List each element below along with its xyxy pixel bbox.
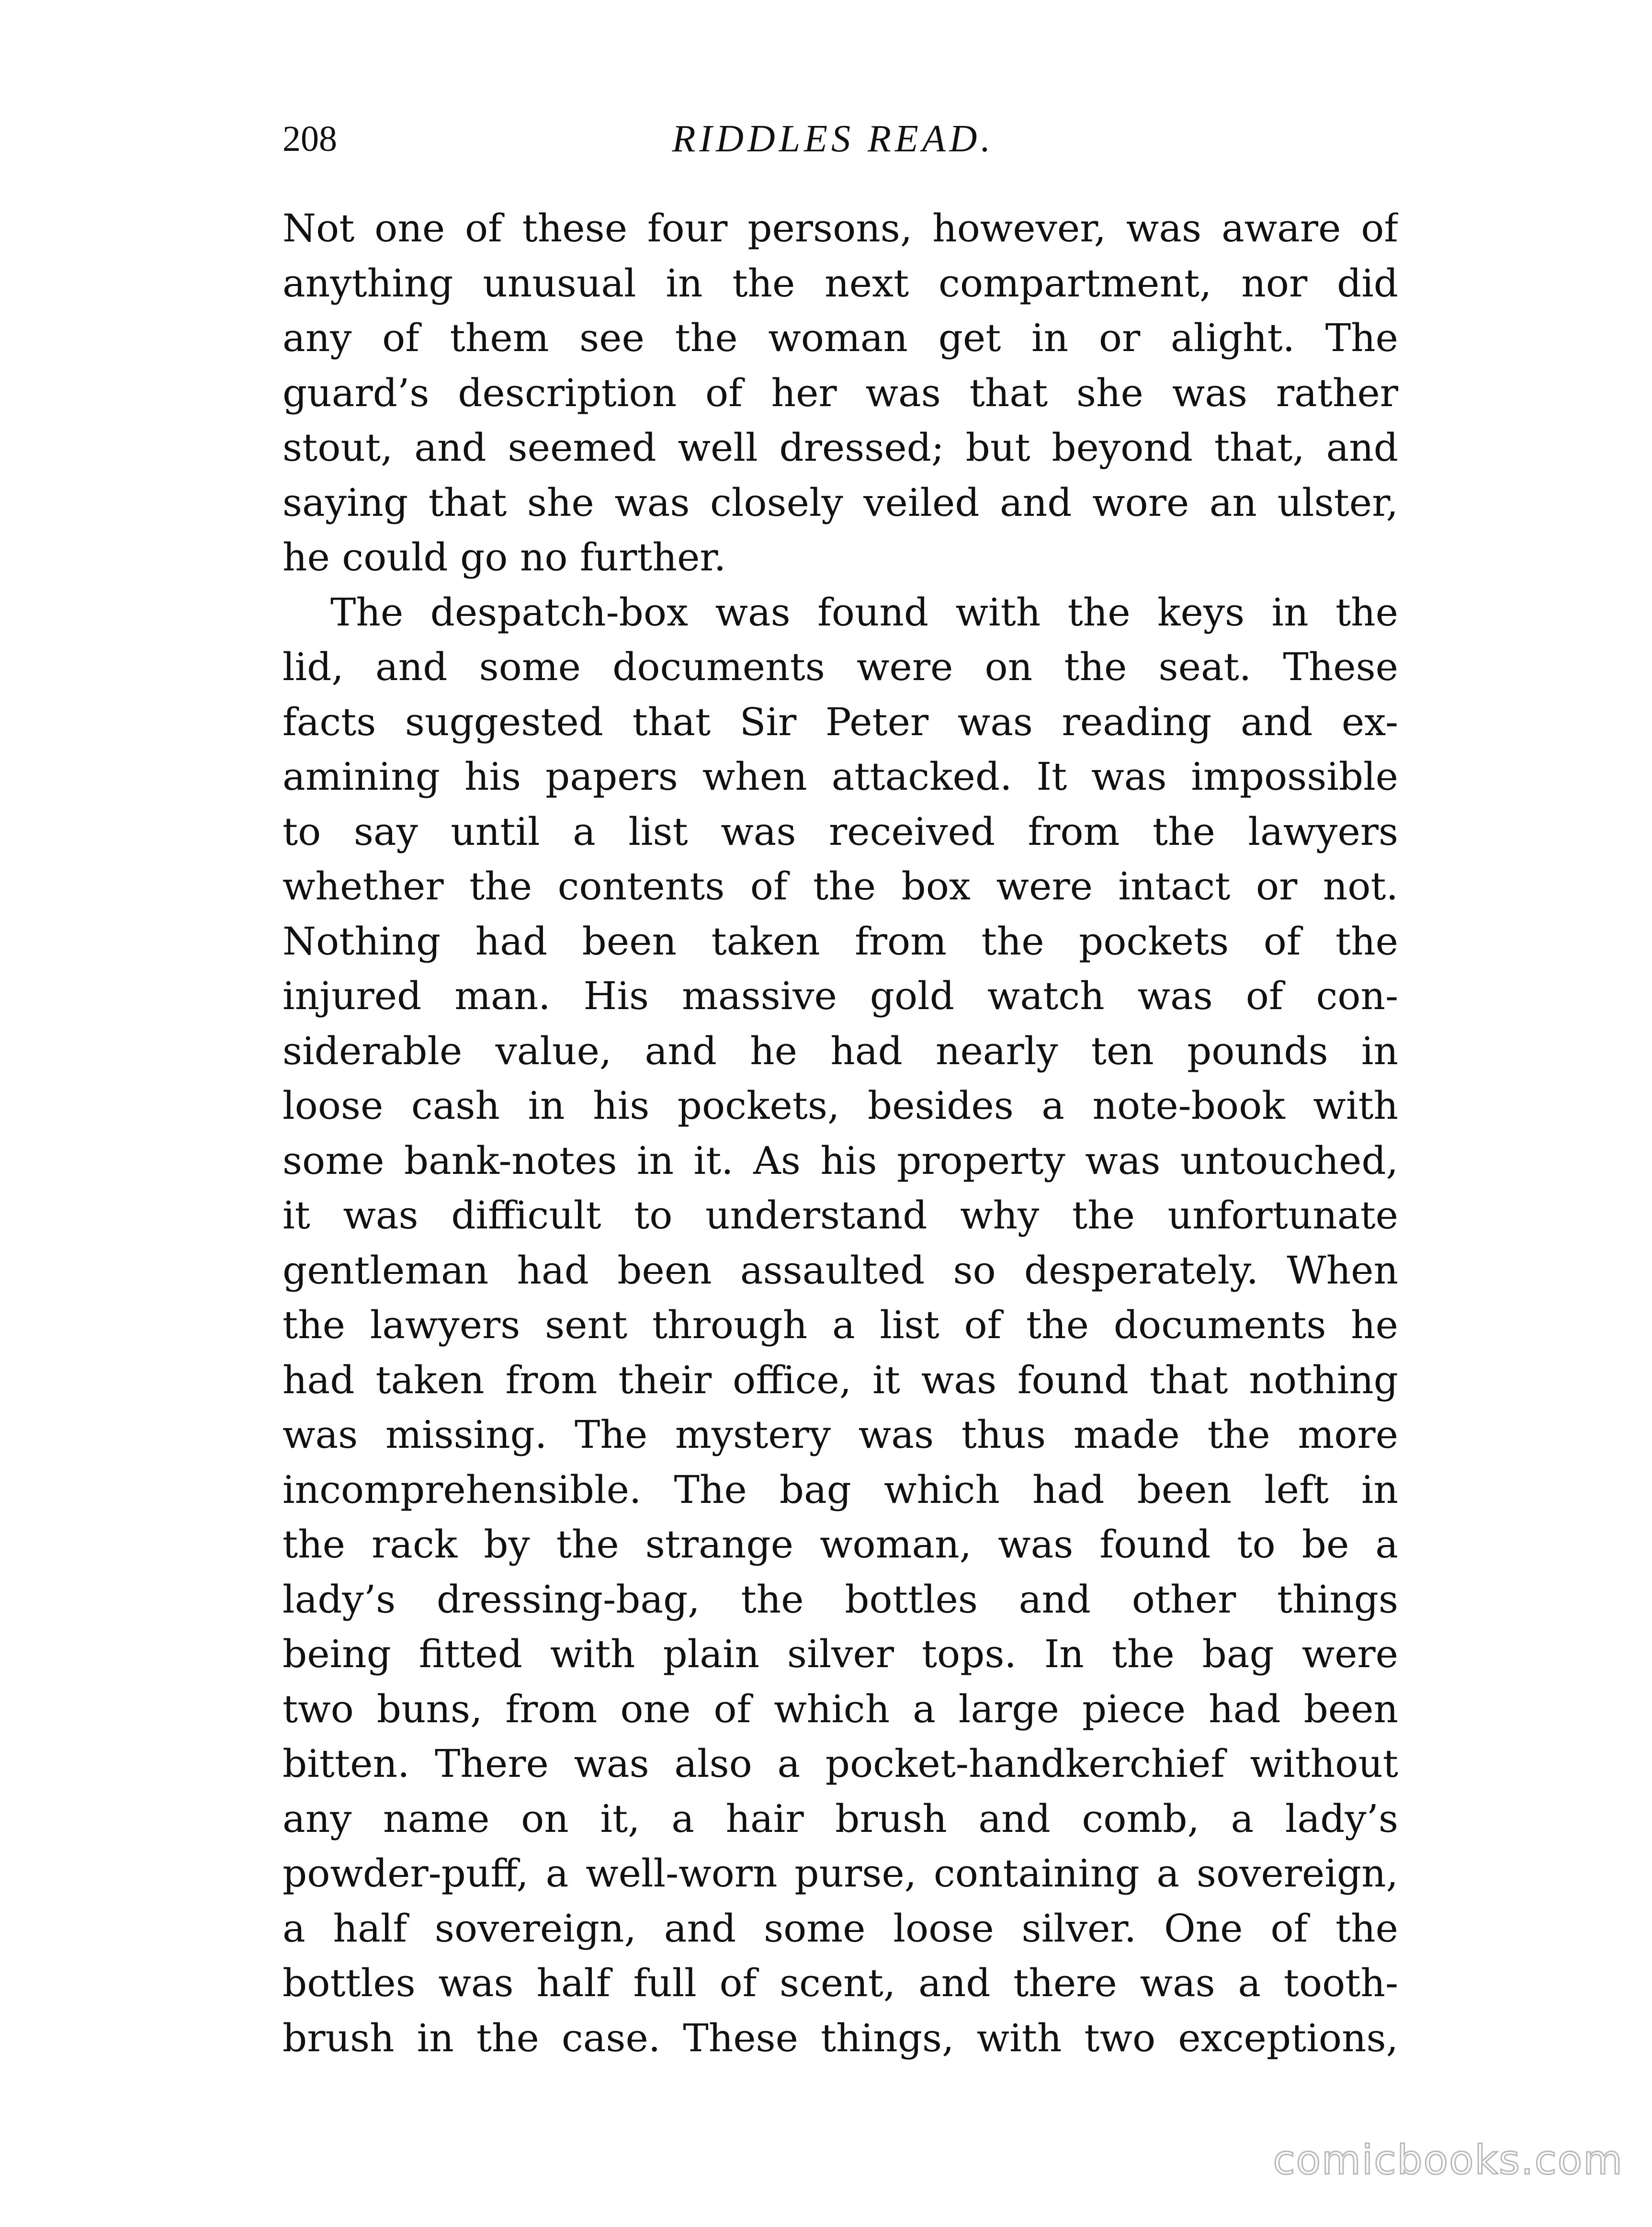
text-line: whether the contents of the box were intact or not. bbox=[283, 864, 1398, 909]
text-line: lady’s dressing-bag, the bottles and other things bbox=[283, 1577, 1398, 1622]
text-line: had taken from their office, it was found that nothing bbox=[283, 1357, 1398, 1402]
text-line: lid, and some documents were on the seat. These bbox=[283, 645, 1398, 689]
text-line: facts suggested that Sir Peter was reading and ex- bbox=[283, 699, 1398, 744]
text-line: any of them see the woman get in or alight. The bbox=[283, 316, 1398, 360]
text-line: anything unusual in the next compartment, nor did bbox=[283, 261, 1398, 306]
text-line: any name on it, a hair brush and comb, a lady’s bbox=[283, 1796, 1398, 1841]
text-line: the lawyers sent through a list of the documents he bbox=[283, 1303, 1398, 1347]
running-head bbox=[283, 115, 1384, 172]
text-line: saying that she was closely veiled and wore an ulster, bbox=[283, 480, 1398, 525]
text-line: Nothing had been taken from the pockets of the bbox=[283, 919, 1398, 964]
body-text bbox=[283, 201, 1398, 2066]
text-line: incomprehensible. The bag which had been left in bbox=[283, 1467, 1398, 1512]
text-line: two buns, from one of which a large piece had been bbox=[283, 1686, 1398, 1731]
text-line: a half sovereign, and some loose silver. One of the bbox=[283, 1906, 1398, 1951]
running-title: RIDDLES READ. bbox=[672, 118, 995, 160]
text-line: bottles was half full of scent, and there was a tooth- bbox=[283, 1961, 1398, 2005]
text-line: some bank-notes in it. As his property was untouched, bbox=[283, 1138, 1398, 1183]
text-line: powder-puff, a well-worn purse, containing a sovereign, bbox=[283, 1851, 1398, 1896]
text-line: guard’s description of her was that she was rather bbox=[283, 370, 1398, 415]
text-line: stout, and seemed well dressed; but beyond that, and bbox=[283, 425, 1398, 470]
watermark-text: comicbooks.com bbox=[1273, 2136, 1623, 2183]
page-number: 208 bbox=[283, 119, 337, 159]
text-line: bitten. There was also a pocket-handkerchief without bbox=[283, 1741, 1398, 1786]
text-line: the rack by the strange woman, was found to be a bbox=[283, 1522, 1398, 1567]
text-line: The despatch-box was found with the keys in the bbox=[330, 590, 1398, 635]
text-line: Not one of these four persons, however, was aware of bbox=[283, 206, 1398, 250]
text-line: being fitted with plain silver tops. In the bag were bbox=[283, 1632, 1398, 1676]
text-line: injured man. His massive gold watch was of con- bbox=[283, 974, 1398, 1018]
text-line: was missing. The mystery was thus made the more bbox=[283, 1412, 1398, 1457]
text-line: gentleman had been assaulted so desperately. When bbox=[283, 1248, 1398, 1293]
text-line: brush in the case. These things, with two exceptions, bbox=[283, 2015, 1398, 2060]
text-line: loose cash in his pockets, besides a note-book with bbox=[283, 1083, 1398, 1128]
text-line: to say until a list was received from the lawyers bbox=[283, 809, 1398, 854]
text-line: he could go no further. bbox=[283, 535, 726, 579]
text-line: it was difficult to understand why the unfortunate bbox=[283, 1193, 1398, 1238]
text-line: siderable value, and he had nearly ten pounds in bbox=[283, 1028, 1398, 1073]
text-line: amining his papers when attacked. It was impossible bbox=[283, 754, 1398, 799]
